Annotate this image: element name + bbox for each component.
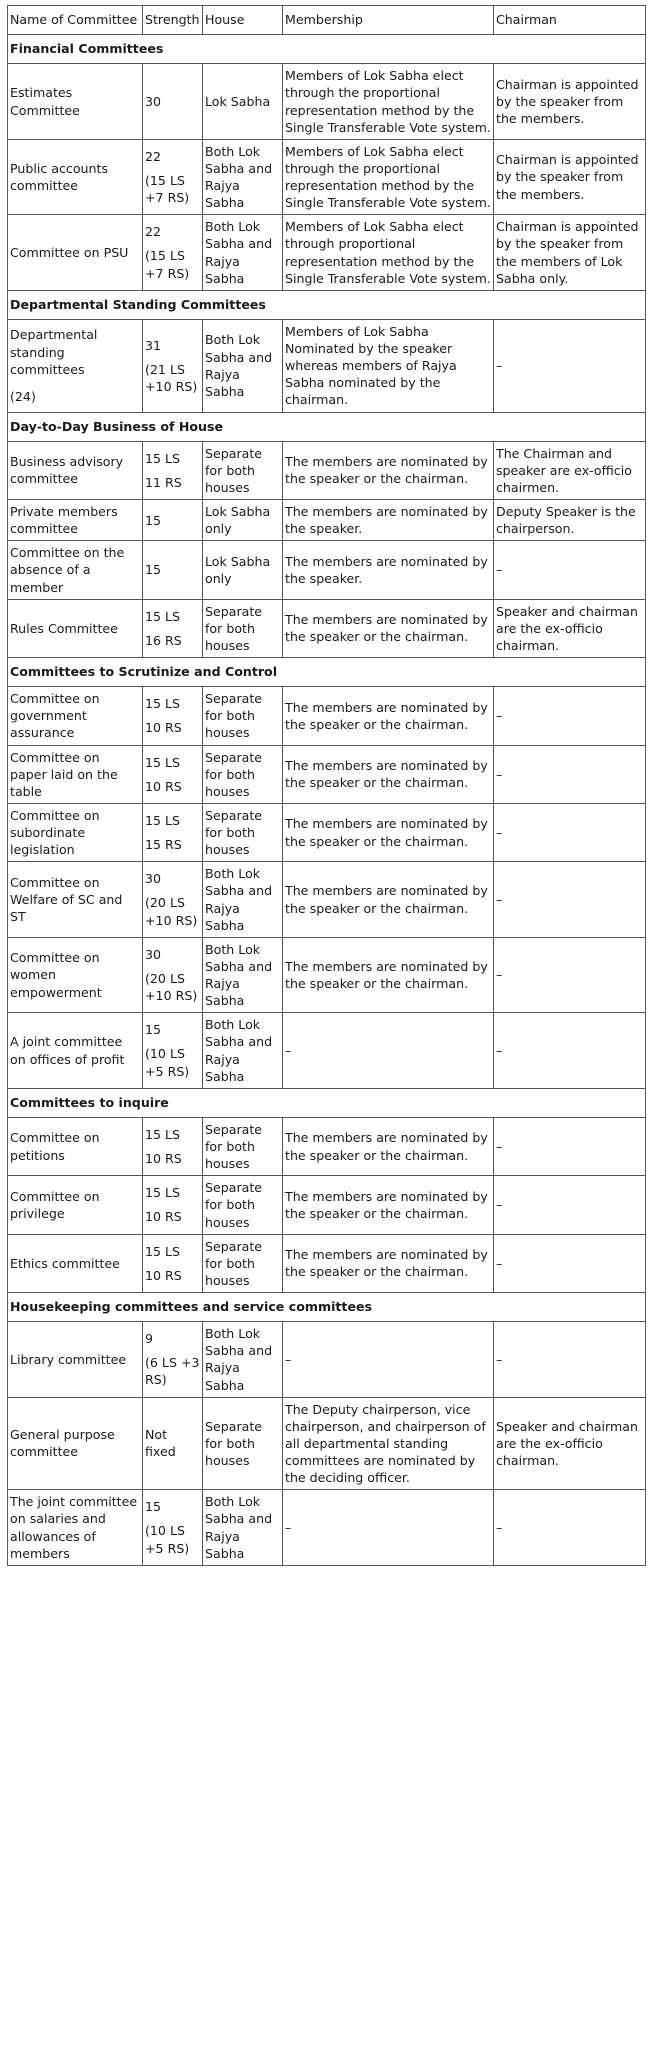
strength-value: 30 — [145, 946, 162, 962]
table-row — [8, 1176, 646, 1234]
strength-value: 9 — [145, 1331, 154, 1347]
table-row — [8, 687, 646, 745]
committee-name-cell — [8, 862, 143, 938]
committee-name-cell — [8, 319, 143, 412]
committee-name-cell — [8, 1234, 143, 1292]
strength-cell — [143, 1176, 203, 1234]
strength-value: 15 LS — [145, 812, 181, 828]
membership-cell: The members are nominated by the speaker or the chairman. — [283, 687, 494, 745]
strength-cell — [143, 64, 203, 140]
house-cell: Separate for both houses — [203, 599, 283, 657]
chairman-cell: – — [494, 1013, 646, 1089]
committee-name-cell — [8, 1322, 143, 1398]
strength-breakdown: (20 LS +10 RS) — [145, 970, 198, 1004]
table-row — [8, 319, 646, 412]
table-row — [8, 1490, 646, 1566]
membership-cell: The members are nominated by the speaker or the chairman. — [283, 441, 494, 499]
membership-cell: The members are nominated by the speaker or the chairman. — [283, 1176, 494, 1234]
table-row — [8, 215, 646, 291]
membership-cell: The Deputy chairperson, vice chairperson, and chairperson of all departmental standing committees are nominated by the deciding officer. — [283, 1397, 494, 1490]
table-row — [8, 1322, 646, 1398]
house-cell: Separate for both houses — [203, 803, 283, 861]
section-title: Committees to Scrutinize and Control — [8, 658, 646, 687]
house-cell: Separate for both houses — [203, 1234, 283, 1292]
strength-value: Not fixed — [145, 1427, 176, 1460]
table-row — [8, 541, 646, 599]
strength-value: 15 LS — [145, 608, 181, 624]
house-cell: Lok Sabha only — [203, 500, 283, 541]
strength-breakdown: 15 RS — [145, 837, 182, 853]
committee-name: Committee on privilege — [10, 1188, 100, 1221]
committee-name-cell — [8, 139, 143, 215]
membership-cell: Members of Lok Sabha elect through the proportional representation method by the Single Transferable Vote system. — [283, 64, 494, 140]
house-cell: Separate for both houses — [203, 1397, 283, 1490]
chairman-cell: – — [494, 803, 646, 861]
chairman-cell: Chairman is appointed by the speaker from the members. — [494, 64, 646, 140]
section-title: Housekeeping committees and service committees — [8, 1293, 646, 1322]
committee-name: Committee on petitions — [10, 1130, 100, 1163]
table-row — [8, 745, 646, 803]
strength-cell — [143, 139, 203, 215]
committee-name: Committee on paper laid on the table — [10, 749, 118, 799]
committee-name-cell — [8, 215, 143, 291]
membership-cell: The members are nominated by the speaker or the chairman. — [283, 745, 494, 803]
header-row — [8, 6, 646, 35]
strength-breakdown: (10 LS +5 RS) — [145, 1046, 190, 1079]
strength-cell — [143, 500, 203, 541]
header-strength: Strength — [143, 6, 203, 35]
strength-value: 30 — [145, 93, 162, 109]
section-row — [8, 1293, 646, 1322]
section-row — [8, 35, 646, 64]
membership-cell: Members of Lok Sabha Nominated by the speaker whereas members of Rajya Sabha nominated by the chairman. — [283, 319, 494, 412]
strength-breakdown: (21 LS +10 RS) — [145, 361, 198, 394]
strength-breakdown: (20 LS +10 RS) — [145, 895, 198, 928]
committee-name-cell — [8, 1397, 143, 1490]
membership-cell: The members are nominated by the speaker or the chairman. — [283, 803, 494, 861]
table-row — [8, 1234, 646, 1292]
section-row — [8, 658, 646, 687]
section-title: Departmental Standing Committees — [8, 290, 646, 319]
strength-value: 22 — [145, 148, 162, 164]
committee-name-cell — [8, 937, 143, 1013]
strength-breakdown: 10 RS — [145, 1209, 182, 1225]
strength-cell — [143, 215, 203, 291]
committee-name: Committee on Welfare of SC and ST — [10, 874, 123, 925]
table-row — [8, 500, 646, 541]
strength-cell — [143, 862, 203, 938]
membership-cell: – — [283, 1490, 494, 1566]
strength-value: 15 LS — [145, 450, 181, 466]
table-row — [8, 441, 646, 499]
committee-name: The joint committee on salaries and allowances of members — [10, 1494, 138, 1561]
committee-name-cell — [8, 745, 143, 803]
house-cell: Lok Sabha — [203, 64, 283, 140]
chairman-cell: – — [494, 1117, 646, 1175]
membership-cell: The members are nominated by the speaker or the chairman. — [283, 599, 494, 657]
section-title: Financial Committees — [8, 35, 646, 64]
membership-cell: – — [283, 1013, 494, 1089]
section-title: Day-to-Day Business of House — [8, 412, 646, 441]
table-body — [8, 6, 646, 1566]
committee-count: (24) — [10, 388, 36, 404]
membership-cell: The members are nominated by the speaker. — [283, 541, 494, 599]
chairman-cell: The Chairman and speaker are ex-officio chairmen. — [494, 441, 646, 499]
house-cell: Both Lok Sabha and Rajya Sabha — [203, 215, 283, 291]
strength-breakdown: 16 RS — [145, 632, 182, 648]
table-row — [8, 937, 646, 1013]
strength-value: 15 LS — [145, 1185, 181, 1201]
strength-cell — [143, 319, 203, 412]
chairman-cell: Chairman is appointed by the speaker from the members. — [494, 139, 646, 215]
table-row — [8, 599, 646, 657]
chairman-cell: – — [494, 862, 646, 938]
strength-value: 15 LS — [145, 696, 181, 712]
table-row — [8, 64, 646, 140]
strength-breakdown: 11 RS — [145, 474, 182, 490]
section-title: Committees to inquire — [8, 1088, 646, 1117]
table-row — [8, 1397, 646, 1490]
committee-name: A joint committee on offices of profit — [10, 1034, 125, 1067]
house-cell: Separate for both houses — [203, 745, 283, 803]
strength-cell — [143, 1490, 203, 1566]
committee-name-cell — [8, 64, 143, 140]
membership-cell: The members are nominated by the speaker or the chairman. — [283, 862, 494, 938]
house-cell: Lok Sabha only — [203, 541, 283, 599]
chairman-cell: – — [494, 745, 646, 803]
header-chairman: Chairman — [494, 6, 646, 35]
strength-cell — [143, 1013, 203, 1089]
house-cell: Separate for both houses — [203, 1117, 283, 1175]
strength-breakdown: 10 RS — [145, 720, 182, 736]
strength-cell — [143, 687, 203, 745]
committee-name: Committee on government assurance — [10, 691, 100, 741]
strength-cell — [143, 745, 203, 803]
chairman-cell: – — [494, 319, 646, 412]
strength-breakdown: (6 LS +3 RS) — [145, 1355, 200, 1388]
house-cell: Both Lok Sabha and Rajya Sabha — [203, 319, 283, 412]
house-cell: Both Lok Sabha and Rajya Sabha — [203, 937, 283, 1013]
strength-cell — [143, 599, 203, 657]
table-row — [8, 803, 646, 861]
strength-value: 15 — [145, 1022, 162, 1038]
table-row — [8, 1013, 646, 1089]
strength-breakdown: 10 RS — [145, 778, 182, 794]
strength-breakdown: 10 RS — [145, 1267, 182, 1283]
strength-cell — [143, 803, 203, 861]
header-membership: Membership — [283, 6, 494, 35]
chairman-cell: – — [494, 1234, 646, 1292]
table-row — [8, 139, 646, 215]
committee-name: Departmental standing committees — [10, 327, 98, 377]
strength-value: 22 — [145, 224, 162, 240]
table-row — [8, 1117, 646, 1175]
strength-value: 30 — [145, 871, 162, 887]
strength-value: 15 LS — [145, 1243, 181, 1259]
house-cell: Both Lok Sabha and Rajya Sabha — [203, 862, 283, 938]
chairman-cell: – — [494, 541, 646, 599]
house-cell: Both Lok Sabha and Rajya Sabha — [203, 1322, 283, 1398]
committee-name-cell — [8, 803, 143, 861]
strength-value: 31 — [145, 337, 162, 353]
committee-name-cell — [8, 1176, 143, 1234]
membership-cell: Members of Lok Sabha elect through proportional representation method by the Single Transferable Vote system. — [283, 215, 494, 291]
strength-breakdown: (10 LS +5 RS) — [145, 1523, 190, 1556]
committee-name: Business advisory committee — [10, 454, 124, 487]
chairman-cell: Speaker and chairman are the ex-officio chairman. — [494, 1397, 646, 1490]
committee-name-cell — [8, 1117, 143, 1175]
house-cell: Separate for both houses — [203, 687, 283, 745]
strength-cell — [143, 1117, 203, 1175]
strength-cell — [143, 1397, 203, 1490]
strength-cell — [143, 1234, 203, 1292]
strength-cell — [143, 441, 203, 499]
chairman-cell: Speaker and chairman are the ex-officio chairman. — [494, 599, 646, 657]
committee-name-cell — [8, 1013, 143, 1089]
chairman-cell: – — [494, 1176, 646, 1234]
chairman-cell: Deputy Speaker is the chairperson. — [494, 500, 646, 541]
committee-name: Committee on subordinate legislation — [10, 807, 100, 858]
committee-name: General purpose committee — [10, 1427, 115, 1460]
membership-cell: The members are nominated by the speaker or the chairman. — [283, 1117, 494, 1175]
committee-name: Library committee — [10, 1351, 127, 1367]
strength-cell — [143, 541, 203, 599]
house-cell: Separate for both houses — [203, 441, 283, 499]
strength-value: 15 LS — [145, 1126, 181, 1142]
chairman-cell: – — [494, 1490, 646, 1566]
committee-name-cell — [8, 500, 143, 541]
committee-name: Rules Committee — [10, 620, 118, 636]
committee-name-cell — [8, 541, 143, 599]
header-house: House — [203, 6, 283, 35]
section-row — [8, 412, 646, 441]
strength-value: 15 — [145, 1499, 162, 1515]
strength-value: 15 — [145, 512, 162, 528]
chairman-cell: – — [494, 937, 646, 1013]
strength-cell — [143, 937, 203, 1013]
chairman-cell: Chairman is appointed by the speaker from the members of Lok Sabha only. — [494, 215, 646, 291]
committee-name: Committee on the absence of a member — [10, 545, 125, 595]
house-cell: Both Lok Sabha and Rajya Sabha — [203, 1013, 283, 1089]
chairman-cell: – — [494, 1322, 646, 1398]
membership-cell: The members are nominated by the speaker or the chairman. — [283, 937, 494, 1013]
membership-cell: – — [283, 1322, 494, 1398]
membership-cell: The members are nominated by the speaker. — [283, 500, 494, 541]
committee-name-cell — [8, 599, 143, 657]
strength-value: 15 — [145, 562, 162, 578]
committee-name: Ethics committee — [10, 1255, 120, 1271]
committee-name-cell — [8, 441, 143, 499]
section-row — [8, 1088, 646, 1117]
membership-cell: The members are nominated by the speaker or the chairman. — [283, 1234, 494, 1292]
table-row — [8, 862, 646, 938]
membership-cell: Members of Lok Sabha elect through the proportional representation method by the Single Transferable Vote system. — [283, 139, 494, 215]
committee-name: Estimates Committee — [10, 85, 80, 118]
section-row — [8, 290, 646, 319]
strength-breakdown: (15 LS +7 RS) — [145, 172, 190, 206]
chairman-cell: – — [494, 687, 646, 745]
committees-table — [7, 5, 646, 1566]
strength-cell — [143, 1322, 203, 1398]
header-name-of-committee: Name of Committee — [8, 6, 143, 35]
strength-breakdown: (15 LS +7 RS) — [145, 248, 190, 281]
committee-name: Private members committee — [10, 504, 118, 537]
strength-breakdown: 10 RS — [145, 1151, 182, 1167]
committee-name-cell — [8, 687, 143, 745]
house-cell: Both Lok Sabha and Rajya Sabha — [203, 139, 283, 215]
strength-value: 15 LS — [145, 754, 181, 770]
house-cell: Separate for both houses — [203, 1176, 283, 1234]
committee-name: Committee on women empowerment — [10, 950, 102, 1000]
house-cell: Both Lok Sabha and Rajya Sabha — [203, 1490, 283, 1566]
committee-name: Committee on PSU — [10, 244, 129, 260]
committee-name-cell — [8, 1490, 143, 1566]
committee-name: Public accounts committee — [10, 160, 109, 193]
